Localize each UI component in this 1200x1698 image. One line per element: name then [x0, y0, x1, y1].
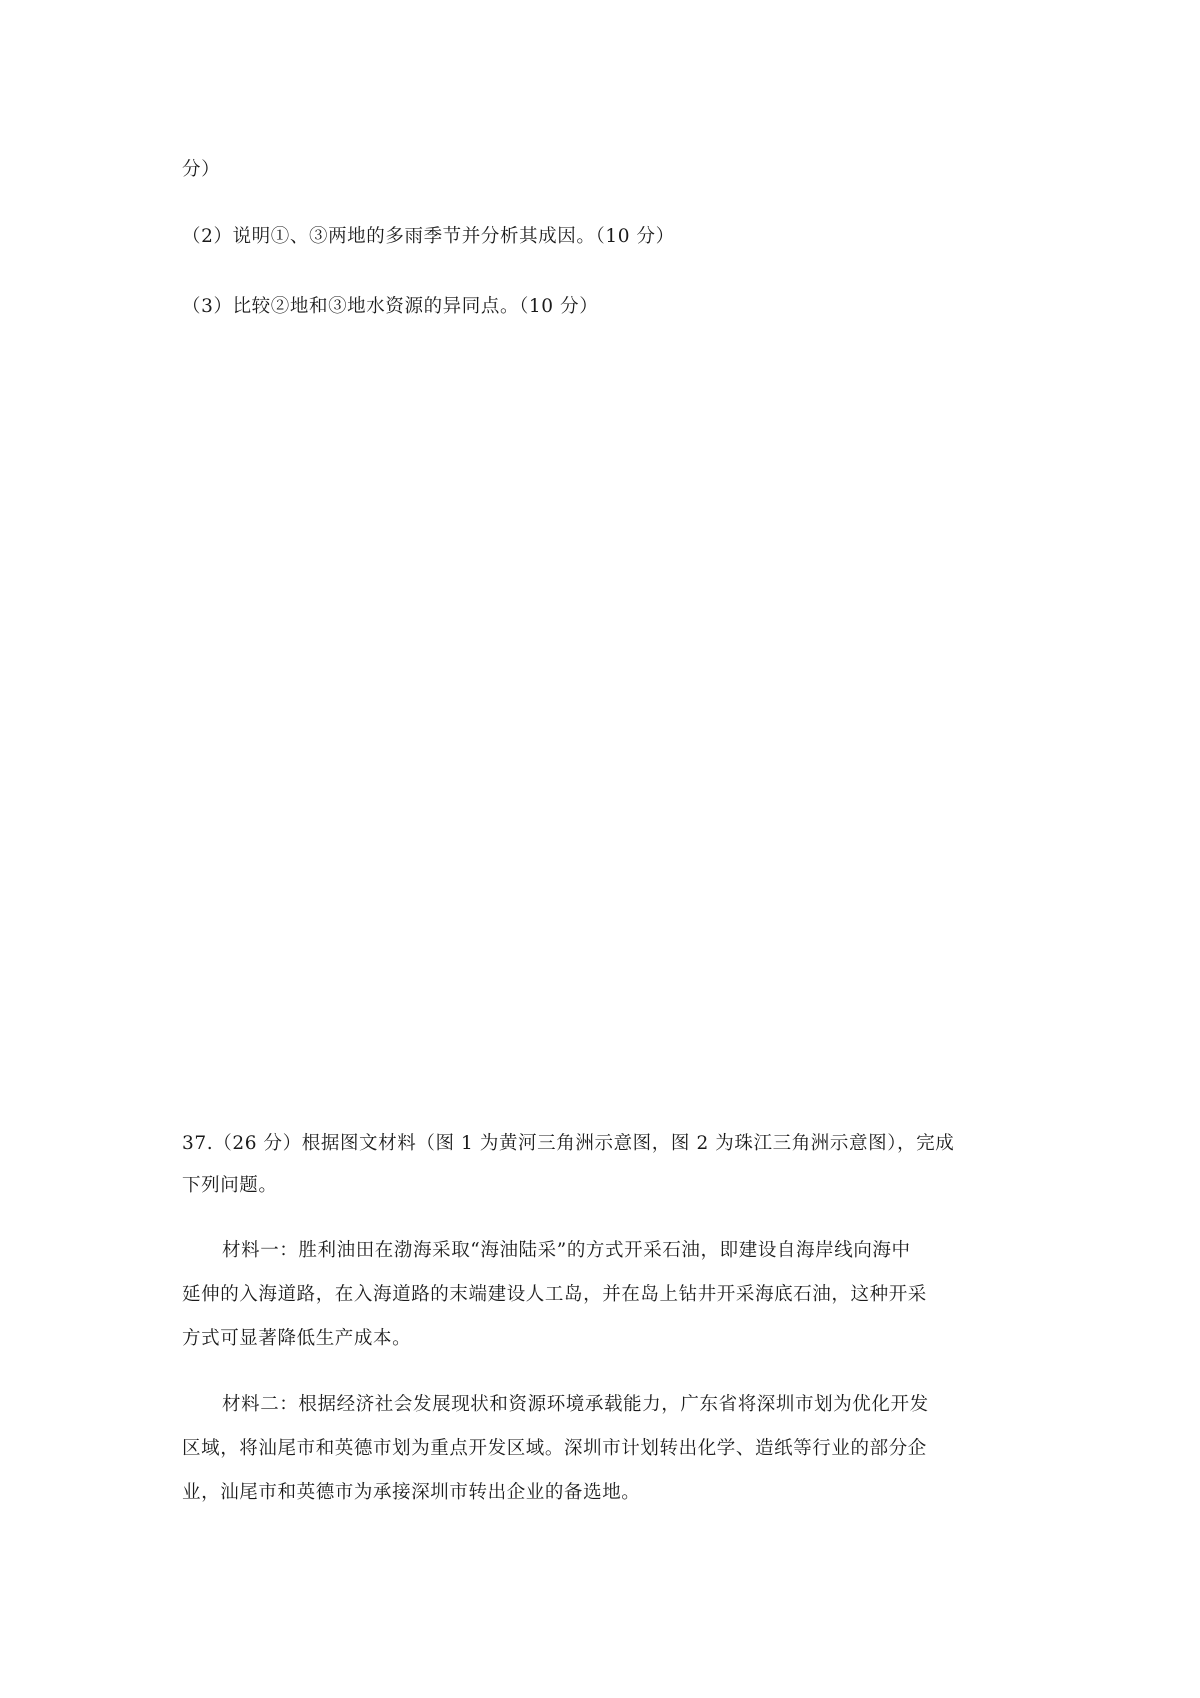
- material-2-line-2: 区域，将汕尾市和英德市划为重点开发区域。深圳市计划转出化学、造纸等行业的部分企: [182, 1438, 927, 1459]
- material-2-line-3: 业，汕尾市和英德市为承接深圳市转出企业的备选地。: [182, 1482, 641, 1503]
- question-3: （3）比较②地和③地水资源的异同点。（10 分）: [182, 296, 599, 317]
- material-1-line-1: 材料一：胜利油田在渤海采取“海油陆采”的方式开采石油，即建设自海岸线向海中: [222, 1240, 911, 1261]
- continuation-text: 分）: [182, 159, 221, 180]
- q37-stem-line-2: 下列问题。: [182, 1175, 278, 1196]
- material-1-line-3: 方式可显著降低生产成本。: [182, 1328, 412, 1349]
- q37-stem-line-1: 37.（26 分）根据图文材料（图 1 为黄河三角洲示意图，图 2 为珠江三角洲示意图），完成: [182, 1133, 955, 1154]
- question-2: （2）说明①、③两地的多雨季节并分析其成因。（10 分）: [182, 226, 675, 247]
- material-1-line-2: 延伸的入海道路，在入海道路的末端建设人工岛，并在岛上钻井开采海底石油，这种开采: [182, 1284, 927, 1305]
- material-2-line-1: 材料二：根据经济社会发展现状和资源环境承载能力，广东省将深圳市划为优化开发: [222, 1394, 929, 1415]
